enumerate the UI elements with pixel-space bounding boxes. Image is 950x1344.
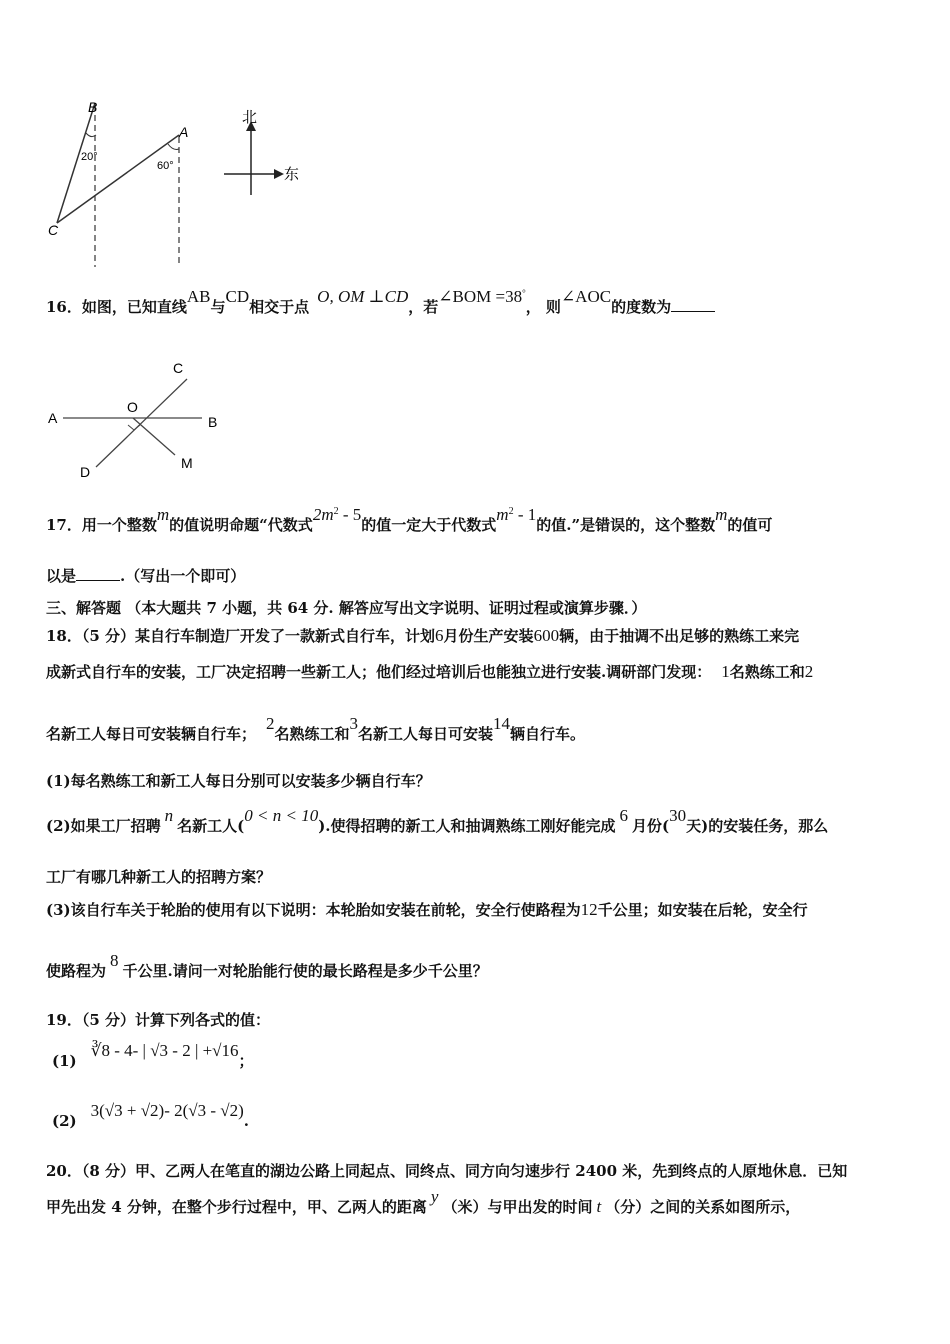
question-18-part1: (1)每名熟练工和新工人每日分别可以安装多少辆自行车？ bbox=[46, 772, 431, 790]
label-b: B bbox=[88, 99, 98, 115]
fig16-label-d: D bbox=[80, 464, 91, 480]
question-20-line2: 甲先出发 4 分钟，在整个步行过程中，甲、乙两人的距离y（米）与甲出发的时间 t （分）之间的关系如图所示， bbox=[46, 1187, 801, 1216]
question-19-part1: (1)∛8 - 4- | √3 - 2 | +√16； bbox=[52, 1041, 254, 1070]
section-3-title: 三、解答题 （本大题共 7 小题，共 64 分. 解答应写出文字说明、证明过程或演算步骤．） bbox=[46, 599, 647, 617]
question-19-part2: (2)3(√3 + √2)- 2(√3 - √2). bbox=[52, 1101, 249, 1130]
segment-bc bbox=[57, 103, 95, 223]
compass-north: 北 bbox=[242, 109, 258, 126]
question-18-line3: 名新工人每日可安装辆自行车；2名熟练工和3名新工人每日可安装14辆自行车。 bbox=[46, 714, 586, 743]
fig16-label-a: A bbox=[48, 410, 58, 426]
angle-arc-b bbox=[86, 133, 96, 137]
question-17-line2: 以是 .（写出一个即可） bbox=[46, 567, 246, 585]
figure-bearing bbox=[40, 95, 310, 275]
fig16-label-o: O bbox=[127, 399, 138, 415]
ray-om bbox=[133, 418, 175, 455]
compass-east: 东 bbox=[284, 166, 300, 183]
angle-arc-a bbox=[168, 144, 179, 149]
question-19-title: 19．（5 分）计算下列各式的值： bbox=[46, 1011, 271, 1029]
fig16-label-c: C bbox=[173, 360, 184, 376]
question-17: 17．用一个整数m的值说明命题“代数式$2m^2 - 5$的值一定大于代数式$m^2 - 1$的值.”是错误的，这个整数m的值可 bbox=[46, 505, 773, 534]
figure-intersecting-lines bbox=[40, 355, 240, 485]
angle-20: 20° bbox=[81, 151, 98, 163]
answer-blank-16[interactable] bbox=[671, 297, 715, 312]
angle-60: 60° bbox=[157, 160, 174, 172]
question-18-part2: (2)如果工厂招聘n名新工人(0 < n < 10).使得招聘的新工人和抽调熟练工刚好能完成6月份(30天)的安装任务，那么 bbox=[46, 806, 829, 835]
fig16-label-m: M bbox=[181, 455, 193, 471]
question-16: 16．如图，已知直线AB与CD相交于点O, OM ⊥CD，若∠BOM =38°， 则∠AOC的度数为 bbox=[46, 296, 715, 320]
question-18-part2-line2: 工厂有哪几种新工人的招聘方案？ bbox=[46, 868, 272, 886]
label-c: C bbox=[48, 222, 59, 238]
fig16-label-b: B bbox=[208, 414, 218, 430]
east-arrow-icon bbox=[274, 169, 284, 179]
label-a: A bbox=[179, 124, 189, 140]
answer-blank-17[interactable] bbox=[76, 566, 120, 581]
question-20-line1: 20．（8 分）甲、乙两人在笔直的湖边公路上同起点、同终点、同方向匀速步行 2400 米，先到终点的人原地休息．已知 bbox=[46, 1162, 848, 1180]
question-18-line2: 成新式自行车的安装，工厂决定招聘一些新工人；他们经过培训后也能独立进行安装.调研部门发现： 1名熟练工和2 bbox=[46, 662, 814, 681]
question-18-line1: 18．（5 分）某自行车制造厂开发了一款新式自行车，计划6月份生产安装600辆，由于抽调不出足够的熟练工来完 bbox=[46, 626, 800, 645]
question-18-part3-line2: 使路程为8千公里.请问一对轮胎能行使的最长路程是多少千公里？ bbox=[46, 951, 488, 980]
question-18-part3: (3)该自行车关于轮胎的使用有以下说明：本轮胎如安装在前轮，安全行使路程为12千公里；如安装在后轮，安全行 bbox=[46, 900, 808, 919]
segment-ca bbox=[57, 135, 179, 223]
